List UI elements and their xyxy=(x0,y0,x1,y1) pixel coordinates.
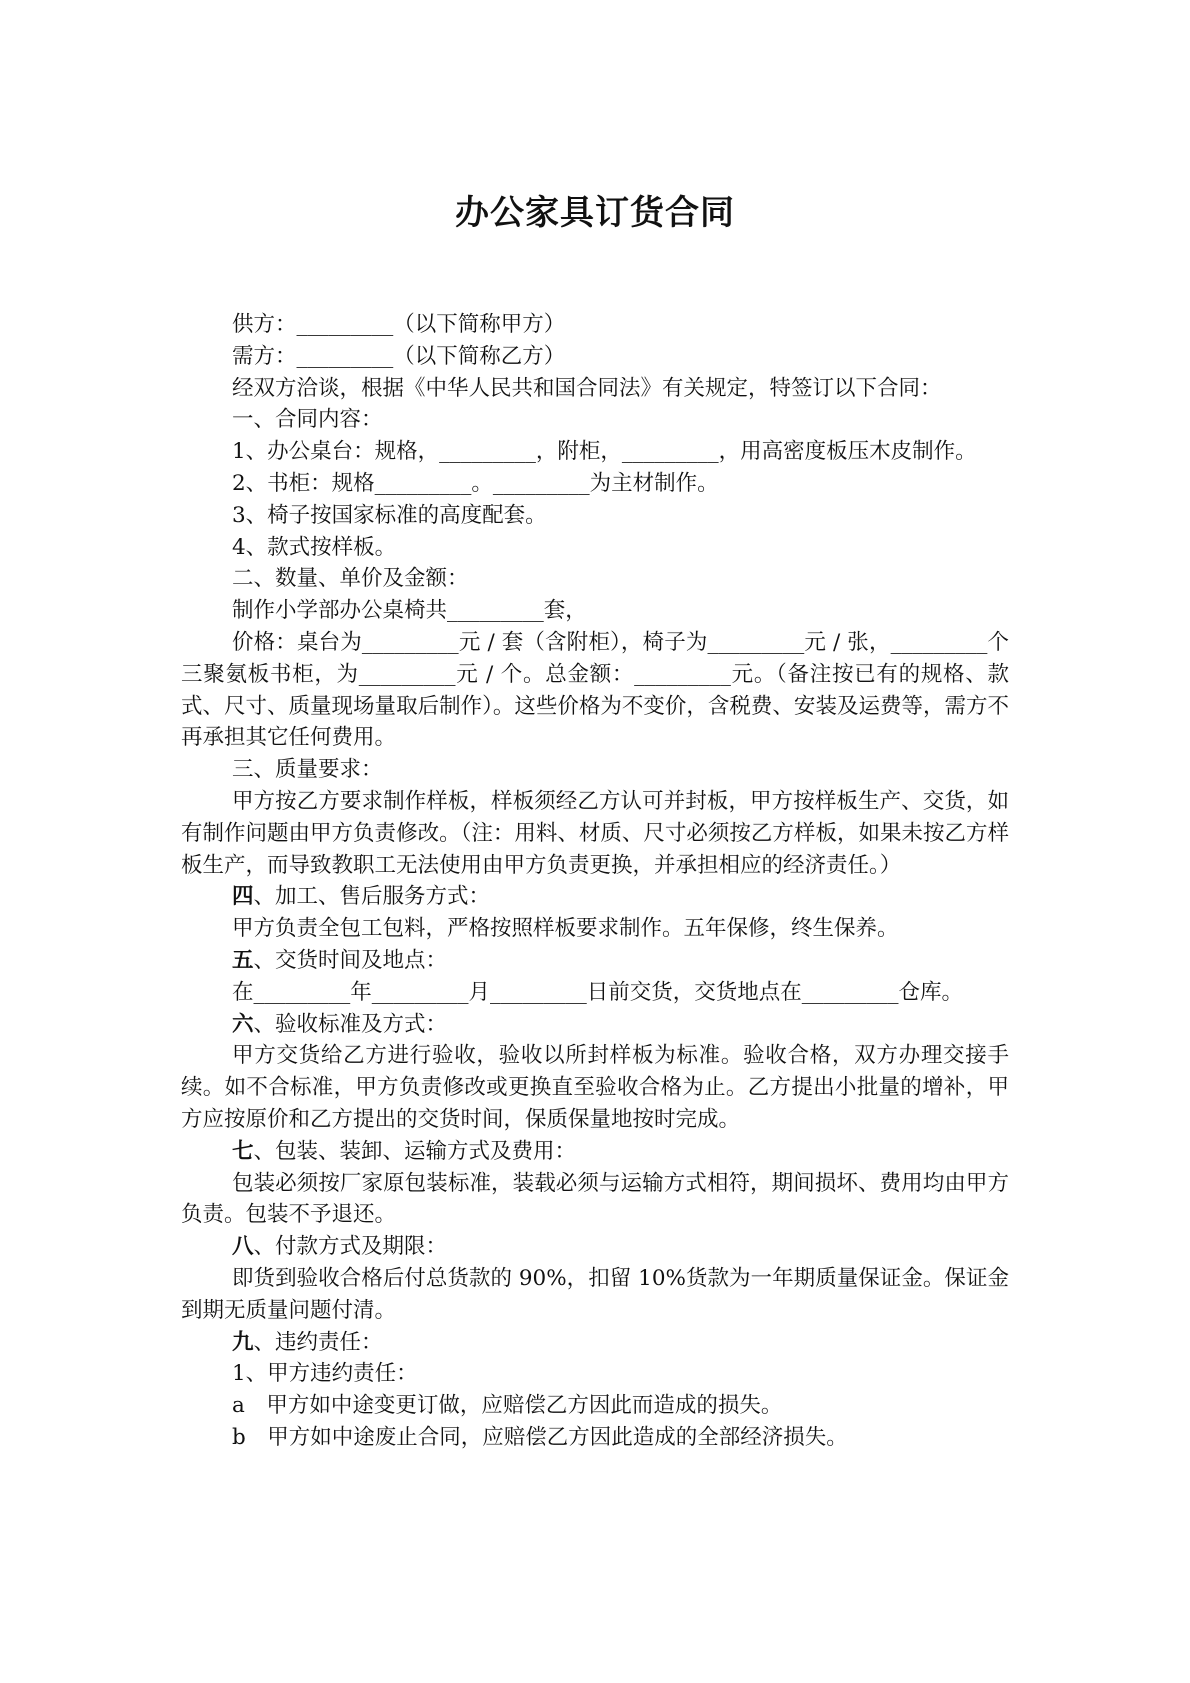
paragraph-price: 价格：桌台为_________元 / 套（含附柜），椅子为_________元 / 张，_________个三聚氨板书柜，为_________元 / 个。总金额：_________元。（备注按已有的规格、款式、尺寸、质量现场量取后制作）。这些价格为不变价，含税费、安装及运费等，需方不再承担其它任何费用。 xyxy=(181,629,1009,751)
paragraph-quantity: 制作小学部办公桌椅共_________套， xyxy=(232,598,587,624)
paragraph-liability-b: b 甲方如中途废止合同，应赔偿乙方因此造成的全部经济损失。 xyxy=(232,1424,848,1450)
section-heading-service xyxy=(181,881,1009,913)
section-heading-quantity-price: 二、数量、单价及金额： xyxy=(232,566,469,592)
section-number-4: 四 xyxy=(232,884,254,910)
section-number-9: 九 xyxy=(232,1329,254,1355)
paragraph-item-desk: 1、办公桌台：规格，_________，附柜，_________，用高密度板压木皮制作。 xyxy=(232,439,977,465)
section-heading-acceptance xyxy=(181,1009,1009,1041)
paragraph-liability-party-a: 1、甲方违约责任： xyxy=(232,1361,418,1387)
paragraph-preamble: 经双方洽谈，根据《中华人民共和国合同法》有关规定，特签订以下合同： xyxy=(232,375,942,401)
section-number-5: 五 xyxy=(232,947,254,973)
paragraph-supplier: 供方：_________（以下简称甲方） xyxy=(232,312,566,337)
paragraph-acceptance: 甲方交货给乙方进行验收，验收以所封样板为标准。验收合格，双方办理交接手续。如不合标准，甲方负责修改或更换直至验收合格为止。乙方提出小批量的增补，甲方应按原价和乙方提出的交货时间，保质保量地按时完成。 xyxy=(181,1043,1009,1132)
section-heading-liability xyxy=(181,1327,1009,1359)
paragraph-item-chair: 3、椅子按国家标准的高度配套。 xyxy=(232,502,547,528)
paragraph-quality: 甲方按乙方要求制作样板，样板须经乙方认可并封板，甲方按样板生产、交货，如有制作问题由甲方负责修改。（注：用料、材质、尺寸必须按乙方样板，如果未按乙方样板生产，而导致教职工无法使用由甲方负责更换，并承担相应的经济责任。） xyxy=(181,788,1009,878)
paragraph-item-style: 4、款式按样板。 xyxy=(232,534,397,560)
section-heading-payment xyxy=(181,1231,1009,1263)
section-heading-liability-text: 、违约责任： xyxy=(253,1329,383,1355)
section-heading-delivery xyxy=(181,945,1009,977)
section-heading-packaging xyxy=(181,1136,1009,1168)
paragraph-service: 甲方负责全包工包料，严格按照样板要求制作。五年保修，终生保养。 xyxy=(232,916,899,942)
section-heading-acceptance-text: 、验收标准及方式： xyxy=(253,1011,448,1037)
contract-body xyxy=(181,309,1009,1454)
paragraph-buyer: 需方：_________（以下简称乙方） xyxy=(232,343,566,369)
paragraph-payment: 即货到验收合格后付总货款的 90%，扣留 10%货款为一年期质量保证金。保证金到期无质量问题付清。 xyxy=(181,1265,1009,1323)
section-number-8: 八 xyxy=(232,1234,254,1260)
section-heading-contract-content: 一、合同内容： xyxy=(232,407,383,433)
section-heading-quality: 三、质量要求： xyxy=(232,757,383,783)
section-heading-payment-text: 、付款方式及期限： xyxy=(253,1234,448,1260)
section-heading-packaging-text: 、包装、装卸、运输方式及费用： xyxy=(253,1138,577,1164)
paragraph-delivery: 在_________年_________月_________日前交货，交货地点在_________仓库。 xyxy=(232,979,964,1005)
paragraph-liability-a: a 甲方如中途变更订做，应赔偿乙方因此而造成的损失。 xyxy=(232,1393,783,1419)
page-title: 办公家具订货合同 xyxy=(455,193,735,233)
section-heading-service-text: 、加工、售后服务方式： xyxy=(253,884,491,910)
section-number-7: 七 xyxy=(232,1138,254,1164)
section-number-6: 六 xyxy=(232,1011,254,1037)
paragraph-packaging: 包装必须按厂家原包装标准，装载必须与运输方式相符，期间损坏、费用均由甲方负责。包装不予退还。 xyxy=(181,1170,1009,1228)
paragraph-item-bookcase: 2、书柜：规格_________。_________为主材制作。 xyxy=(232,470,719,496)
section-heading-delivery-text: 、交货时间及地点： xyxy=(253,947,448,973)
